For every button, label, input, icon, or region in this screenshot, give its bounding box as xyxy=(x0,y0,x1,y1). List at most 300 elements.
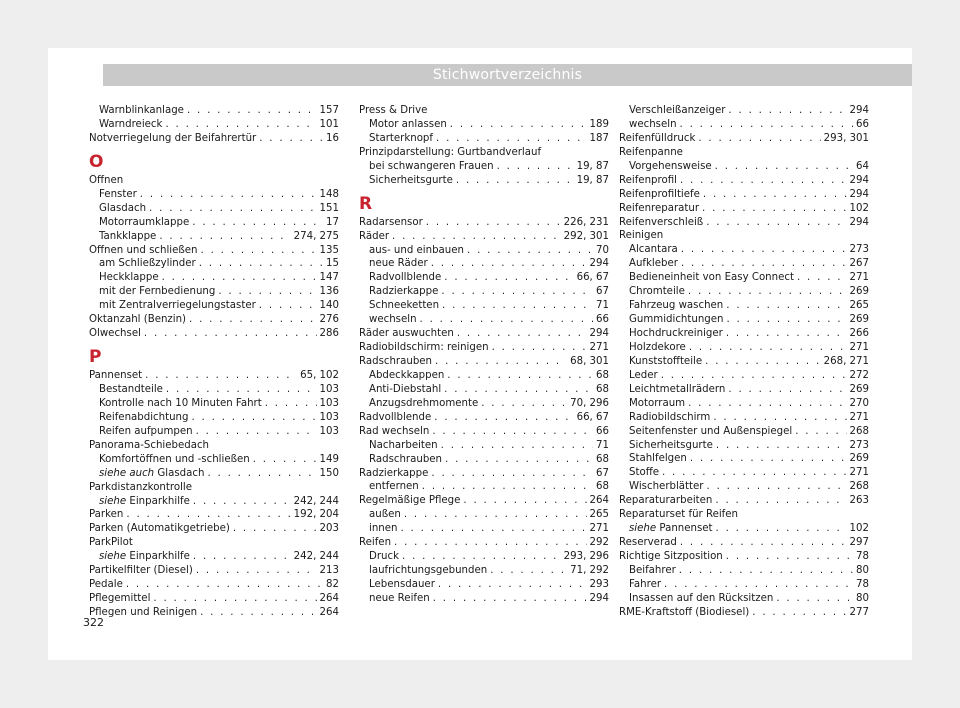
index-entry xyxy=(619,132,869,146)
entry-pages: 269 xyxy=(849,383,869,395)
leader-dots xyxy=(688,397,846,411)
entry-pages: 264 xyxy=(319,607,339,618)
entry-pages: 293, 301 xyxy=(823,132,869,144)
entry-pages: 66, 67 xyxy=(576,411,609,423)
entry-label: Pedale xyxy=(89,579,123,591)
entry-pages: 136 xyxy=(319,286,339,298)
entry-label: Parken xyxy=(89,509,124,521)
entry-pages: 102 xyxy=(849,202,869,214)
entry-label: Fenster xyxy=(99,188,137,200)
entry-label: Reifenfülldruck xyxy=(619,132,696,144)
entry-label: Öffnen und schließen xyxy=(89,244,198,256)
entry-pages: 71, 292 xyxy=(570,565,609,577)
index-entry xyxy=(89,425,339,439)
entry-label: Radschrauben xyxy=(359,356,433,367)
entry-label: Bedieneinheit von Easy Connect xyxy=(629,272,794,284)
entry-pages: 67 xyxy=(596,286,609,298)
entry-label: Radvollblende xyxy=(369,272,442,284)
entry-label: Insassen auf den Rücksitzen xyxy=(629,592,774,604)
entry-label: Radarsensor xyxy=(359,216,423,228)
index-entry xyxy=(89,230,339,244)
entry-label: Reifenabdichtung xyxy=(99,411,189,423)
entry-label: Motorraum xyxy=(629,397,686,409)
entry-pages: 149 xyxy=(319,453,339,465)
entry-pages: 286 xyxy=(319,328,339,340)
entry-pages: 297 xyxy=(849,537,869,549)
entry-pages: 294 xyxy=(849,105,869,116)
leader-dots xyxy=(431,257,587,271)
entry-label: bei schwangeren Frauen xyxy=(369,160,494,172)
entry-label: am Schließzylinder xyxy=(99,258,196,270)
index-entry xyxy=(619,341,869,355)
entry-pages: 70, 296 xyxy=(570,397,609,409)
entry-pages: 292 xyxy=(589,537,609,549)
entry-pages: 271 xyxy=(849,411,869,423)
entry-pages: 268, 271 xyxy=(823,355,869,367)
entry-pages: 17 xyxy=(326,216,339,228)
entry-label: Motorraumklappe xyxy=(99,216,190,228)
index-entry xyxy=(359,132,609,146)
entry-label: innen xyxy=(369,523,398,535)
entry-label: Oktanzahl (Benzin) xyxy=(89,314,187,326)
entry-pages: 64 xyxy=(856,160,869,172)
index-entry xyxy=(619,104,869,118)
entry-label: Aufkleber xyxy=(629,258,678,270)
index-entry xyxy=(619,452,869,466)
leader-dots xyxy=(193,550,291,564)
entry-label: Kunststoffteile xyxy=(629,355,703,367)
entry-label: Gummidichtungen xyxy=(629,314,724,326)
entry-pages: 293, 296 xyxy=(563,551,609,563)
entry-pages: 292, 301 xyxy=(563,230,609,242)
index-entry xyxy=(89,188,339,202)
leader-dots xyxy=(265,397,317,411)
leader-dots xyxy=(259,299,317,313)
leader-dots xyxy=(166,383,317,397)
entry-label: Fahrzeug waschen xyxy=(629,300,724,312)
leader-dots xyxy=(441,285,593,299)
entry-label: Alcantara xyxy=(629,244,678,256)
index-entry xyxy=(89,467,339,481)
entry-label: Reserverad xyxy=(619,537,677,549)
entry-pages: 148 xyxy=(319,188,339,200)
index-entry xyxy=(359,174,609,188)
entry-pages: 265 xyxy=(589,509,609,521)
index-entry xyxy=(89,257,339,271)
index-entry xyxy=(89,439,339,453)
entry-label: Reifenprofil xyxy=(619,174,677,186)
entry-label: Chromteile xyxy=(629,286,685,298)
entry-label: Druck xyxy=(369,551,399,563)
index-entry xyxy=(619,564,869,578)
index-entry xyxy=(89,104,339,118)
entry-pages: 71 xyxy=(596,439,609,451)
entry-pages: 101 xyxy=(319,118,339,130)
index-entry xyxy=(619,160,869,174)
index-entry xyxy=(359,439,609,453)
entry-label: Partikelfilter (Diesel) xyxy=(89,565,193,577)
index-entry xyxy=(619,313,869,327)
entry-pages: 67 xyxy=(596,467,609,479)
entry-pages: 68 xyxy=(596,481,609,493)
entry-label: Nacharbeiten xyxy=(369,439,438,451)
entry-label: ParkPilot xyxy=(89,537,133,549)
leader-dots xyxy=(698,132,820,146)
index-entry xyxy=(619,299,869,313)
leader-dots xyxy=(702,202,847,216)
leader-dots xyxy=(165,118,316,132)
leader-dots xyxy=(456,174,574,188)
leader-dots xyxy=(394,536,587,550)
leader-dots xyxy=(153,592,316,606)
entry-term: Glasdach xyxy=(157,467,205,479)
entry-label: aus- und einbauen xyxy=(369,244,464,256)
index-entry xyxy=(619,550,869,564)
index-entry xyxy=(619,439,869,453)
entry-label: Heckklappe xyxy=(99,272,159,284)
entry-pages: 189 xyxy=(589,118,609,130)
index-entry xyxy=(619,355,869,369)
entry-label: Beifahrer xyxy=(629,564,676,576)
leader-dots xyxy=(703,188,847,202)
leader-dots xyxy=(680,118,854,132)
entry-label: Abdeckkappen xyxy=(369,369,445,381)
index-entry xyxy=(359,118,609,132)
leader-dots xyxy=(490,564,567,578)
entry-pages: 65, 102 xyxy=(300,370,339,382)
section-header xyxy=(103,64,912,86)
entry-pages: 68 xyxy=(596,383,609,395)
index-entry xyxy=(89,244,339,258)
entry-label: Starterknopf xyxy=(369,132,433,144)
entry-label: Radvollblende xyxy=(359,411,432,423)
entry-label: Sicherheitsgurte xyxy=(369,174,453,186)
entry-label: außen xyxy=(369,509,401,521)
index-entry xyxy=(359,341,609,355)
index-entry xyxy=(89,174,339,188)
index-entry xyxy=(89,327,339,341)
entry-label: neue Räder xyxy=(369,258,428,270)
entry-pages: 270 xyxy=(849,397,869,409)
entry-pages: 140 xyxy=(319,300,339,312)
entry-label: Öffnen xyxy=(89,174,124,186)
entry-label: Verschleißanzeiger xyxy=(629,105,726,116)
entry-pages: 103 xyxy=(319,411,339,423)
index-entry xyxy=(359,216,609,230)
leader-dots xyxy=(144,327,317,341)
entry-pages: 268 xyxy=(849,481,869,493)
leader-dots xyxy=(189,313,317,327)
entry-pages: 102 xyxy=(849,523,869,535)
index-entry xyxy=(359,564,609,578)
index-entry xyxy=(359,550,609,564)
entry-label: Reifen xyxy=(359,537,392,549)
leader-dots xyxy=(193,495,291,509)
entry-label: Reifenprofiltiefe xyxy=(619,188,700,200)
entry-pages: 66 xyxy=(856,118,869,130)
entry-label: Stahlfelgen xyxy=(629,453,687,465)
entry-pages: 271 xyxy=(849,467,869,479)
index-entry xyxy=(619,397,869,411)
index-entry xyxy=(359,257,609,271)
index-entry xyxy=(619,536,869,550)
index-entry xyxy=(89,508,339,522)
entry-label: Radzierkappe xyxy=(369,286,439,298)
entry-pages: 271 xyxy=(589,523,609,535)
entry-label: RME-Kraftstoff (Biodiesel) xyxy=(619,606,750,618)
entry-pages: 271 xyxy=(849,341,869,353)
entry-pages: 187 xyxy=(589,132,609,144)
leader-dots xyxy=(662,466,847,480)
entry-label: Reifenpanne xyxy=(619,146,683,158)
entry-label xyxy=(99,495,190,509)
entry-pages: 276 xyxy=(319,314,339,326)
entry-label: wechseln xyxy=(629,118,677,130)
index-entry xyxy=(359,536,609,550)
entry-label: Warnblinkanlage xyxy=(99,105,184,116)
entry-label: Parkdistanzkontrolle xyxy=(89,481,193,493)
letter-heading: O xyxy=(89,151,104,172)
index-entry xyxy=(619,229,869,243)
leader-dots xyxy=(681,257,847,271)
index-entry xyxy=(89,564,339,578)
entry-pages: 147 xyxy=(319,272,339,284)
entry-pages: 103 xyxy=(319,397,339,409)
entry-pages: 80 xyxy=(856,564,869,576)
index-entry xyxy=(619,118,869,132)
index-entry xyxy=(89,132,339,146)
leader-dots xyxy=(444,383,593,397)
see-reference: siehe xyxy=(99,495,127,507)
index-entry xyxy=(359,230,609,244)
leader-dots xyxy=(435,355,567,369)
index-entry xyxy=(619,480,869,494)
index-entry xyxy=(359,146,609,160)
index-entry xyxy=(619,578,869,592)
leader-dots xyxy=(463,494,586,508)
entry-label: laufrichtungsgebunden xyxy=(369,565,488,577)
index-entry xyxy=(89,578,339,592)
entry-pages: 272 xyxy=(849,369,869,381)
index-entry xyxy=(619,606,869,620)
entry-pages: 103 xyxy=(319,384,339,395)
entry-label: Leder xyxy=(629,369,658,381)
leader-dots xyxy=(716,522,847,536)
index-entry xyxy=(619,383,869,397)
entry-label: Prinzipdarstellung: Gurtbandverlauf xyxy=(359,146,542,158)
leader-dots xyxy=(706,216,846,230)
entry-label: Vorgehensweise xyxy=(629,160,712,172)
entry-label: Notverriegelung der Beifahrertür xyxy=(89,132,257,144)
entry-pages: 273 xyxy=(849,244,869,256)
leader-dots xyxy=(450,118,587,132)
leader-dots xyxy=(253,453,317,467)
entry-pages: 66, 67 xyxy=(576,272,609,284)
entry-label: Radiobildschirm xyxy=(629,411,711,423)
index-entry xyxy=(359,522,609,536)
entry-pages: 267 xyxy=(849,258,869,270)
leader-dots xyxy=(492,341,587,355)
entry-pages: 242, 244 xyxy=(293,551,339,563)
entry-label: Press & Drive xyxy=(359,105,428,116)
entry-pages: 103 xyxy=(319,425,339,437)
index-entry xyxy=(89,271,339,285)
entry-pages: 66 xyxy=(596,425,609,437)
index-entry xyxy=(89,453,339,467)
leader-dots xyxy=(497,160,574,174)
leader-dots xyxy=(457,327,587,341)
leader-dots xyxy=(259,132,323,146)
index-entry xyxy=(89,383,339,397)
index-entry xyxy=(359,369,609,383)
index-entry xyxy=(619,425,869,439)
leader-dots xyxy=(715,160,853,174)
index-entry xyxy=(619,466,869,480)
entry-label: Hochdruckreiniger xyxy=(629,328,723,339)
index-entry xyxy=(619,285,869,299)
entry-pages: 266 xyxy=(849,328,869,339)
leader-dots xyxy=(481,397,567,411)
entry-label: Kontrolle nach 10 Minuten Fahrt xyxy=(99,397,262,409)
page-number: 322 xyxy=(83,616,104,629)
index-entry xyxy=(619,174,869,188)
index-entry xyxy=(89,495,339,509)
letter-heading: P xyxy=(89,347,102,368)
leader-dots xyxy=(442,299,593,313)
entry-pages: 294 xyxy=(589,592,609,604)
leader-dots xyxy=(140,188,317,202)
entry-pages: 16 xyxy=(326,132,339,144)
leader-dots xyxy=(707,480,847,494)
index-entry xyxy=(359,383,609,397)
see-reference: siehe auch xyxy=(99,467,155,479)
entry-pages: 271 xyxy=(589,342,609,354)
index-entry xyxy=(619,257,869,271)
index-entry xyxy=(89,285,339,299)
index-entry xyxy=(359,299,609,313)
entry-pages: 68, 301 xyxy=(570,356,609,367)
index-entry xyxy=(619,216,869,230)
entry-pages: 294 xyxy=(589,328,609,340)
entry-pages: 274, 275 xyxy=(293,230,339,242)
entry-label: Sicherheitsgurte xyxy=(629,439,713,451)
see-reference: siehe xyxy=(99,551,127,563)
leader-dots xyxy=(680,174,847,188)
entry-pages: 135 xyxy=(319,244,339,256)
entry-pages: 151 xyxy=(319,202,339,214)
leader-dots xyxy=(438,578,587,592)
index-entry xyxy=(619,522,869,536)
leader-dots xyxy=(402,550,561,564)
entry-label: Reparaturarbeiten xyxy=(619,495,713,507)
entry-pages: 80 xyxy=(856,592,869,604)
leader-dots xyxy=(432,425,593,439)
leader-dots xyxy=(445,453,593,467)
entry-label: Reinigen xyxy=(619,230,664,242)
entry-pages: 269 xyxy=(849,286,869,298)
leader-dots xyxy=(207,467,316,481)
leader-dots xyxy=(728,104,846,118)
entry-pages: 70 xyxy=(596,244,609,256)
entry-pages: 150 xyxy=(319,467,339,479)
leader-dots xyxy=(431,467,593,481)
index-entry xyxy=(619,243,869,257)
index-entry xyxy=(619,271,869,285)
leader-dots xyxy=(726,313,846,327)
section-title: Stichwortverzeichnis xyxy=(432,67,583,83)
leader-dots xyxy=(426,216,561,230)
entry-label: Holzdekore xyxy=(629,341,686,353)
leader-dots xyxy=(192,216,323,230)
leader-dots xyxy=(191,411,316,425)
leader-dots xyxy=(200,606,316,620)
entry-label: Stoffe xyxy=(629,467,659,479)
index-entry xyxy=(359,104,609,118)
entry-label: Lebensdauer xyxy=(369,579,435,590)
leader-dots xyxy=(688,285,847,299)
leader-dots xyxy=(196,425,317,439)
index-entry xyxy=(89,411,339,425)
leader-dots xyxy=(689,341,847,355)
leader-dots xyxy=(447,369,593,383)
index-entry xyxy=(359,313,609,327)
leader-dots xyxy=(797,271,847,285)
entry-term: Einparkhilfe xyxy=(129,551,190,563)
entry-label: Radzierkappe xyxy=(359,467,429,479)
leader-dots xyxy=(726,299,846,313)
index-entry xyxy=(359,578,609,592)
leader-dots xyxy=(162,271,317,285)
entry-label: Komfortöffnen und -schließen xyxy=(99,453,250,465)
index-column-1 xyxy=(89,104,339,620)
entry-pages: 273 xyxy=(849,439,869,451)
leader-dots xyxy=(434,411,573,425)
index-entry xyxy=(359,592,609,606)
index-entry xyxy=(619,188,869,202)
index-entry xyxy=(359,327,609,341)
entry-label: Bestandteile xyxy=(99,384,163,395)
index-entry xyxy=(359,508,609,522)
leader-dots xyxy=(126,508,290,522)
index-entry xyxy=(89,216,339,230)
index-entry xyxy=(359,160,609,174)
entry-label: Ölwechsel xyxy=(89,328,141,340)
entry-pages: 213 xyxy=(319,565,339,577)
index-entry xyxy=(359,425,609,439)
index-entry xyxy=(359,285,609,299)
leader-dots xyxy=(433,592,587,606)
entry-label: neue Reifen xyxy=(369,592,430,604)
entry-pages: 294 xyxy=(849,174,869,186)
entry-pages: 15 xyxy=(326,258,339,270)
entry-pages: 19, 87 xyxy=(576,160,609,172)
entry-label: Räder xyxy=(359,230,390,242)
index-entry xyxy=(89,536,339,550)
leader-dots xyxy=(776,592,853,606)
index-entry xyxy=(619,592,869,606)
entry-pages: 66 xyxy=(596,314,609,326)
leader-dots xyxy=(680,536,847,550)
index-entry xyxy=(89,397,339,411)
entry-pages: 269 xyxy=(849,314,869,326)
leader-dots xyxy=(728,383,846,397)
entry-label: Pflegemittel xyxy=(89,593,151,605)
index-entry xyxy=(89,522,339,536)
entry-pages: 19, 87 xyxy=(576,174,609,186)
index-column-2 xyxy=(359,104,609,606)
entry-pages: 71 xyxy=(596,300,609,312)
leader-dots xyxy=(679,564,853,578)
